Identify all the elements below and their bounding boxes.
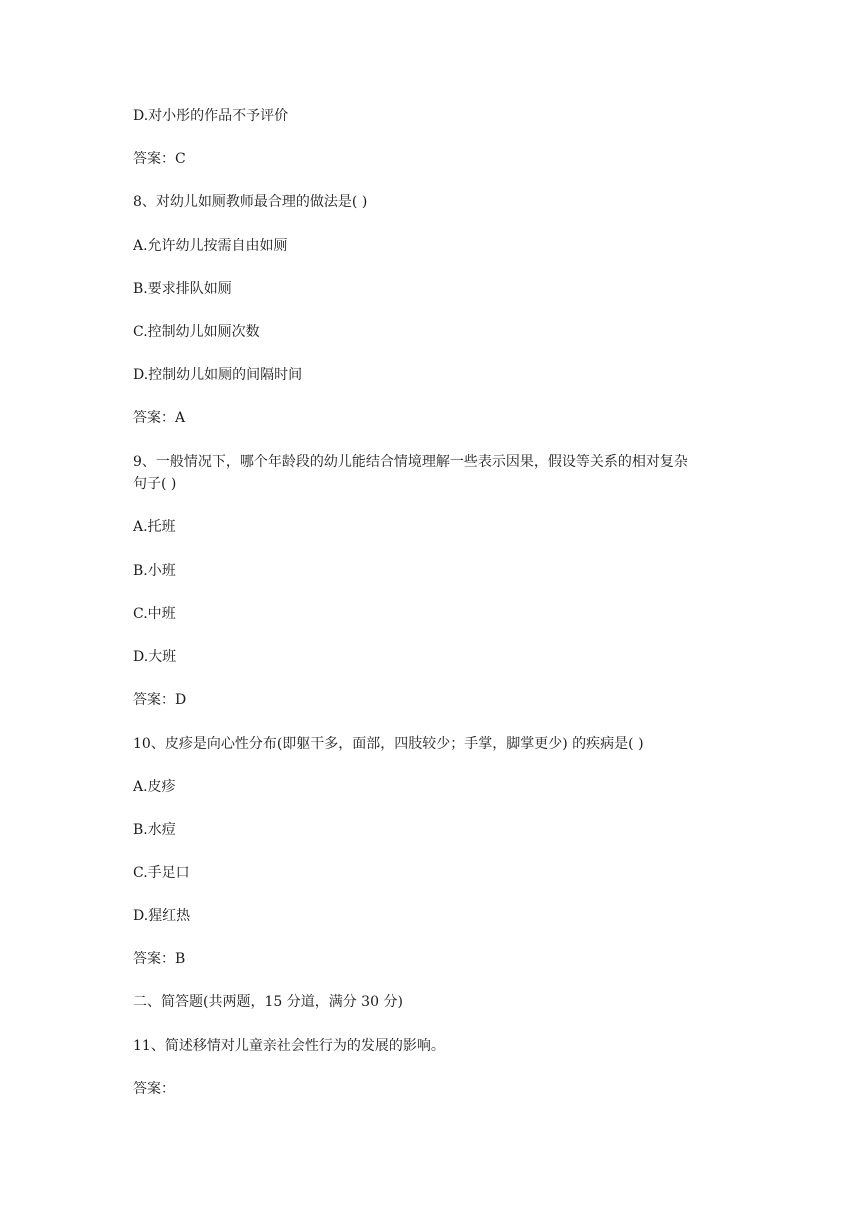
q7-answer: 答案：C xyxy=(133,151,186,167)
q8-question: 8、对幼儿如厕教师最合理的做法是( ) xyxy=(133,194,368,210)
q10-option-b: B.水痘 xyxy=(133,822,176,838)
q10-question: 10、皮疹是向心性分布(即躯干多，面部，四肢较少；手掌，脚掌更少) 的疾病是( ) xyxy=(133,736,644,752)
q8-option-b: B.要求排队如厕 xyxy=(133,281,232,297)
q8-option-d: D.控制幼儿如厕的间隔时间 xyxy=(133,367,303,383)
q8-option-c: C.控制幼儿如厕次数 xyxy=(133,324,260,340)
q9-option-a: A.托班 xyxy=(133,519,176,535)
q9-option-d: D.大班 xyxy=(133,649,177,665)
q11-question: 11、简述移情对儿童亲社会性行为的发展的影响。 xyxy=(133,1038,445,1054)
q10-option-d: D.猩红热 xyxy=(133,908,191,924)
q9-question-line1: 9、一般情况下，哪个年龄段的幼儿能结合情境理解一些表示因果，假设等关系的相对复杂 xyxy=(133,454,688,470)
q9-option-b: B.小班 xyxy=(133,563,176,579)
q10-answer: 答案：B xyxy=(133,951,186,967)
q10-option-c: C.手足口 xyxy=(133,865,190,881)
q10-option-a: A.皮疹 xyxy=(133,779,176,795)
q9-answer: 答案：D xyxy=(133,692,187,708)
q7-option-d: D.对小彤的作品不予评价 xyxy=(133,108,289,124)
q9-question-line2: 句子( ) xyxy=(133,476,177,492)
q9-option-c: C.中班 xyxy=(133,606,176,622)
q8-option-a: A.允许幼儿按需自由如厕 xyxy=(133,238,288,254)
q11-answer: 答案： xyxy=(133,1081,175,1097)
section-heading: 二、简答题(共两题，15 分道，满分 30 分) xyxy=(133,994,403,1010)
q8-answer: 答案：A xyxy=(133,410,186,426)
